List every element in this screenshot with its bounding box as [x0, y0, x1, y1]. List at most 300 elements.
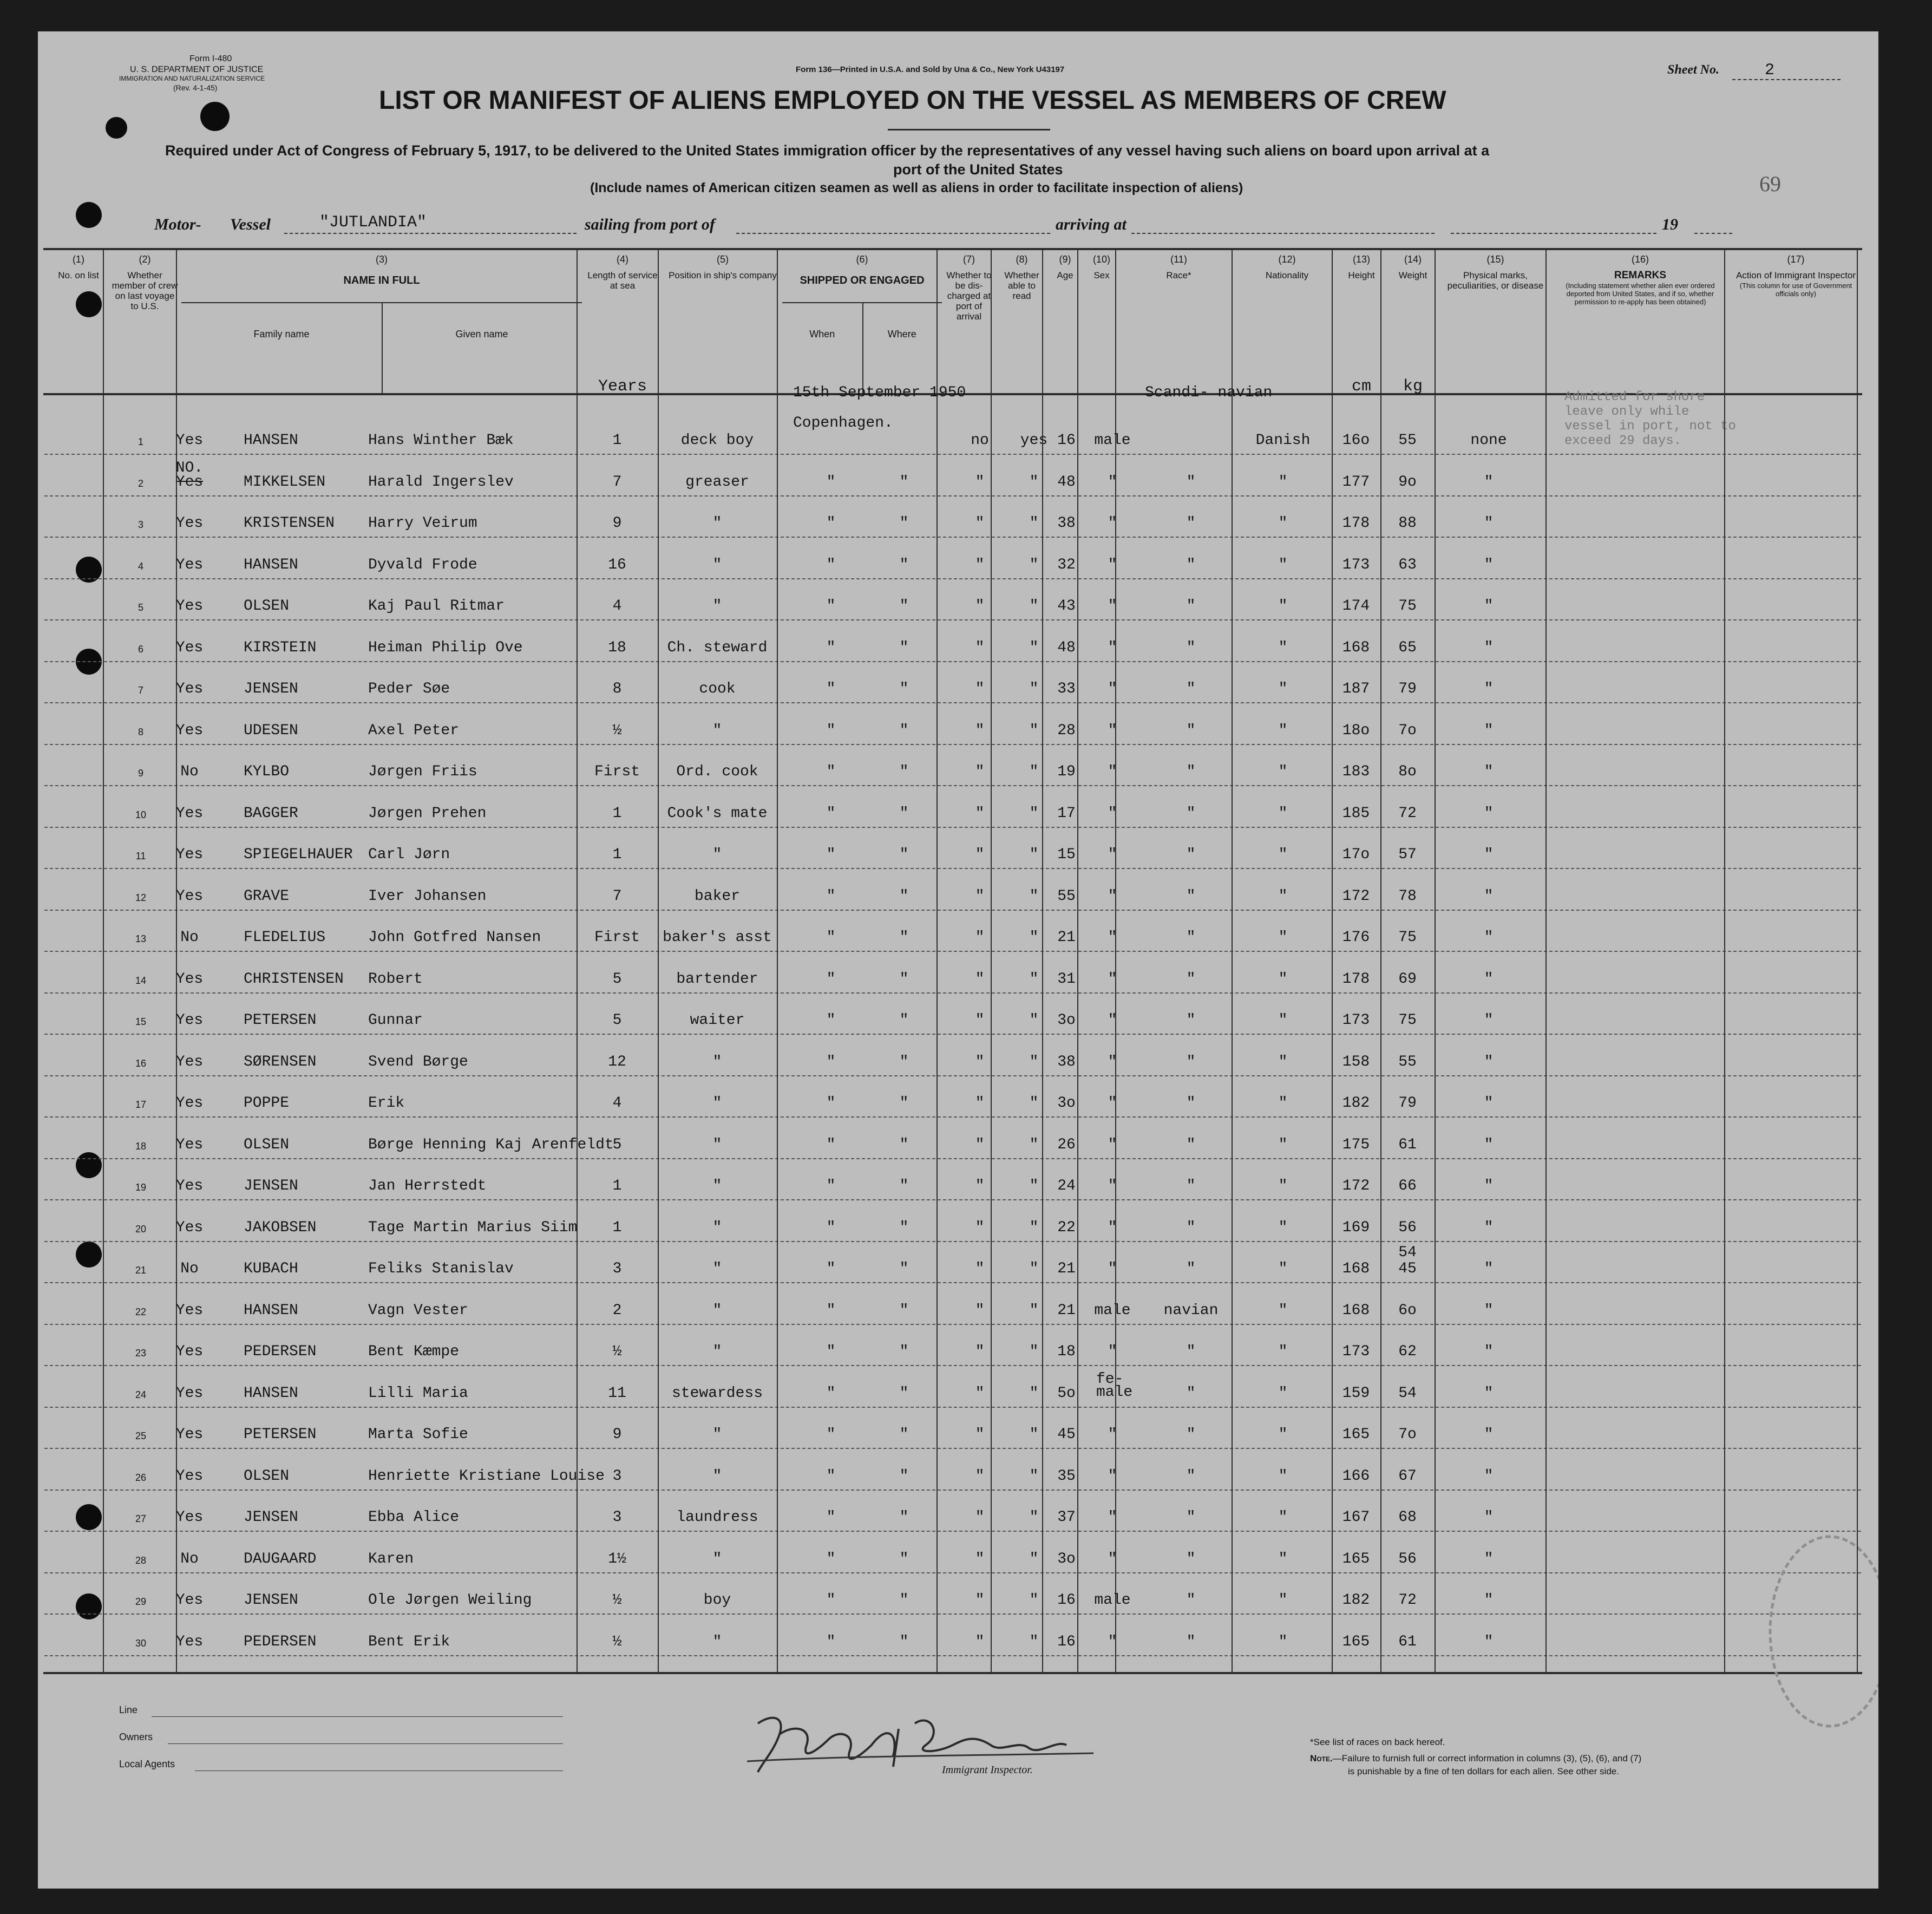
row-position: stewardess: [671, 1384, 763, 1402]
row-race: ": [1186, 929, 1196, 946]
row-when: ": [826, 473, 836, 491]
row-race: ": [1186, 1178, 1196, 1194]
row-height: 173: [1342, 556, 1370, 573]
row-where: ": [899, 556, 909, 573]
given-name: Børge Henning Kaj Arenfeldt: [368, 1136, 614, 1153]
row-rule: [44, 578, 1861, 579]
column-header: [1237, 248, 1337, 394]
column-number: (10): [1092, 254, 1110, 265]
row-number: 22: [135, 1306, 147, 1317]
row-height: 174: [1342, 598, 1370, 615]
row-read: ": [1029, 929, 1039, 946]
row-race: ": [1186, 1550, 1196, 1567]
row-weight: 54: [1398, 1384, 1417, 1402]
row-read: ": [1029, 473, 1039, 491]
row-age: 38: [1057, 515, 1076, 532]
row-height: 182: [1342, 1095, 1370, 1112]
given-name: Henriette Kristiane Louise: [368, 1467, 605, 1485]
row-age: 43: [1057, 598, 1076, 615]
row-where: ": [899, 970, 909, 988]
row-discharge: ": [975, 722, 985, 739]
given-name: Heiman Philip Ove: [368, 639, 523, 656]
row-position: waiter: [690, 1012, 745, 1029]
row-sex: ": [1108, 1012, 1117, 1029]
row-position: Ord. cook: [676, 763, 758, 780]
row-rule: [44, 619, 1861, 620]
remarks-text: Admitted for shore leave only while vessel in port, not to exceed 29 days.: [1564, 390, 1736, 448]
row-position: Ch. steward: [667, 639, 768, 656]
column-number: (6): [856, 254, 868, 265]
row-number: 13: [135, 933, 147, 944]
row-crew: No: [180, 763, 199, 780]
row-number: 6: [137, 643, 144, 655]
row-weight: 63: [1398, 556, 1417, 573]
row-position: bartender: [676, 970, 758, 988]
row-discharge: ": [975, 556, 985, 573]
row-where: ": [899, 1592, 909, 1609]
column-number: (5): [717, 254, 729, 265]
row-discharge: ": [975, 970, 985, 988]
row-number: 28: [135, 1554, 147, 1566]
row-sex: ": [1108, 1095, 1117, 1112]
row-age: 48: [1057, 473, 1076, 491]
row-age: 28: [1057, 722, 1076, 739]
row-position: ": [712, 1550, 722, 1567]
column-label: Whether to be dis-charged at port of arrival: [946, 270, 992, 322]
punch-hole: [200, 102, 230, 131]
row-sex: ": [1108, 639, 1117, 656]
row-service: 3: [612, 1509, 622, 1526]
row-when: ": [826, 515, 836, 532]
row-number: 14: [135, 975, 147, 986]
row-crew: Yes: [175, 805, 204, 822]
row-nationality: ": [1278, 1219, 1288, 1236]
row-crew: Yes: [175, 432, 204, 449]
row-marks: none: [1470, 432, 1507, 449]
row-nationality: ": [1278, 1136, 1288, 1153]
row-number: 9: [137, 768, 144, 779]
row-nationality: ": [1278, 1095, 1288, 1112]
form-number: Form I-480: [189, 54, 232, 63]
row-weight: 55: [1398, 432, 1417, 449]
family-name: KUBACH: [244, 1260, 298, 1277]
column-label: Height: [1348, 270, 1375, 280]
row-race: ": [1186, 722, 1196, 739]
row-number: 4: [137, 560, 144, 572]
row-sex: ": [1108, 722, 1117, 739]
row-where: ": [899, 1509, 909, 1526]
row-service: 18: [608, 639, 626, 656]
row-position: greaser: [685, 473, 749, 491]
column-label: NAME IN FULL: [343, 275, 420, 286]
table-bottom-rule: [43, 1672, 1862, 1674]
row-weight: 75: [1398, 1012, 1417, 1029]
row-rule: [44, 454, 1861, 455]
row-marks: ": [1484, 1012, 1494, 1029]
row-sex: ": [1108, 1178, 1117, 1194]
row-marks: ": [1484, 1053, 1494, 1070]
row-weight: 69: [1398, 970, 1417, 988]
row-rule: [44, 661, 1861, 662]
row-where: ": [899, 1302, 909, 1319]
row-age: 31: [1057, 970, 1076, 988]
given-name: Jørgen Prehen: [368, 805, 487, 822]
row-nationality: ": [1278, 1509, 1288, 1526]
shipped-when: 15th September 1950: [793, 384, 966, 401]
row-marks: ": [1484, 1178, 1494, 1194]
column-header: [1337, 248, 1386, 394]
row-number: 20: [135, 1223, 147, 1234]
row-age: 35: [1057, 1467, 1076, 1485]
row-where: ": [899, 1012, 909, 1029]
row-weight: 65: [1398, 639, 1417, 656]
column-label: Physical marks, peculiarities, or disease: [1447, 270, 1544, 291]
service: IMMIGRATION AND NATURALIZATION SERVICE: [119, 75, 265, 82]
row-nationality: ": [1278, 1467, 1288, 1485]
row-position: ": [712, 1343, 722, 1360]
row-marks: ": [1484, 1467, 1494, 1485]
row-height: 173: [1342, 1343, 1370, 1360]
column-divider: [1232, 248, 1233, 1672]
row-when: ": [826, 1095, 836, 1112]
row-height: 177: [1342, 473, 1370, 491]
row-when: ": [826, 929, 836, 946]
column-number: (15): [1486, 254, 1504, 265]
row-discharge: ": [975, 1509, 985, 1526]
row-height: 16o: [1342, 432, 1370, 449]
row-sex: ": [1108, 763, 1117, 780]
row-number: 18: [135, 1140, 147, 1152]
column-label: Position in ship's company: [669, 270, 777, 280]
row-race: ": [1186, 639, 1196, 656]
row-when: ": [826, 1343, 836, 1360]
given-name: Dyvald Frode: [368, 556, 477, 573]
row-rule: [44, 537, 1861, 538]
punch-hole: [76, 202, 102, 228]
row-position: ": [712, 515, 722, 532]
row-when: ": [826, 1012, 836, 1029]
manifest-sheet: [38, 31, 1878, 1889]
row-where: ": [899, 887, 909, 905]
row-sex: ": [1108, 1426, 1117, 1443]
row-when: ": [826, 1426, 836, 1443]
row-crew: Yes: [175, 722, 204, 739]
row-service: 1: [612, 432, 622, 449]
row-when: ": [826, 1219, 836, 1236]
row-weight: 57: [1398, 846, 1417, 863]
row-service: ½: [612, 1633, 622, 1650]
row-number: 30: [135, 1637, 147, 1649]
owners-field: [168, 1743, 563, 1744]
struck-crew-value: Yes: [175, 473, 204, 491]
row-marks: ": [1484, 887, 1494, 905]
column-number: (12): [1278, 254, 1296, 265]
row-crew: Yes: [175, 1509, 204, 1526]
row-nationality: Danish: [1255, 432, 1311, 449]
row-where: ": [899, 1426, 909, 1443]
given-name: John Gotfred Nansen: [368, 929, 541, 946]
row-crew: Yes: [175, 515, 204, 532]
given-name: Peder Søe: [368, 681, 450, 697]
row-marks: ": [1484, 1509, 1494, 1526]
given-name: Carl Jørn: [368, 846, 450, 863]
subheader-label: Given name: [455, 329, 508, 339]
row-age: 18: [1057, 1343, 1076, 1360]
row-when: ": [826, 763, 836, 780]
row-height: 165: [1342, 1633, 1370, 1650]
row-number: 15: [135, 1016, 147, 1027]
row-number: 19: [135, 1182, 147, 1193]
row-race: ": [1186, 598, 1196, 615]
column-label: Length of service at sea: [587, 270, 658, 291]
column-divider: [1042, 248, 1043, 1672]
row-read: ": [1029, 805, 1039, 822]
given-name: Bent Erik: [368, 1633, 450, 1650]
row-crew: Yes: [175, 598, 204, 615]
family-name: SPIEGELHAUER: [244, 846, 353, 863]
row-marks: ": [1484, 598, 1494, 615]
given-name: Axel Peter: [368, 722, 460, 739]
row-sex: ": [1108, 681, 1117, 697]
row-race: ": [1186, 1343, 1196, 1360]
row-marks: ": [1484, 681, 1494, 697]
row-read: ": [1029, 1592, 1039, 1609]
row-age: 21: [1057, 929, 1076, 946]
subheader-label: Where: [887, 329, 916, 339]
column-divider: [1435, 248, 1436, 1672]
row-rule: [44, 1490, 1861, 1491]
row-number: 24: [135, 1389, 147, 1400]
row-read: ": [1029, 515, 1039, 532]
row-number: 10: [135, 809, 147, 820]
row-service: 9: [612, 1426, 622, 1443]
column-label: Race*: [1166, 270, 1191, 280]
row-crew: Yes: [175, 1426, 204, 1443]
row-height: 169: [1342, 1219, 1370, 1236]
form-title: LIST OR MANIFEST OF ALIENS EMPLOYED ON THE VESSEL AS MEMBERS OF CREW: [379, 86, 1446, 115]
family-name: OLSEN: [244, 1136, 290, 1153]
row-age: 16: [1057, 1592, 1076, 1609]
column-header: [1440, 248, 1551, 394]
family-name: OLSEN: [244, 1467, 290, 1485]
year-label: 19: [1662, 215, 1678, 233]
row-discharge: ": [975, 1302, 985, 1319]
row-rule: [44, 1613, 1861, 1615]
row-sex: ": [1108, 887, 1117, 905]
row-discharge: ": [975, 1219, 985, 1236]
row-read: ": [1029, 1219, 1039, 1236]
given-name: Feliks Stanislav: [368, 1260, 514, 1277]
row-position: ": [712, 1178, 722, 1194]
column-number: (14): [1404, 254, 1422, 265]
row-rule: [44, 1572, 1861, 1573]
subheader-divider: [382, 302, 383, 394]
row-rule: [44, 1241, 1861, 1242]
row-crew: Yes: [175, 681, 204, 697]
row-marks: ": [1484, 639, 1494, 656]
row-where: ": [899, 1136, 909, 1153]
row-sex: fe- male: [1096, 1370, 1133, 1401]
row-nationality: ": [1278, 722, 1288, 739]
row-rule: [44, 1407, 1861, 1408]
row-number: 23: [135, 1348, 147, 1358]
row-nationality: ": [1278, 1592, 1288, 1609]
row-age: 22: [1057, 1219, 1076, 1236]
column-label: Action of Immigrant Inspector: [1735, 270, 1856, 280]
row-discharge: ": [975, 1592, 985, 1609]
row-when: ": [826, 1509, 836, 1526]
arriving-port-line: [1131, 233, 1435, 234]
column-header: [1730, 248, 1862, 394]
row-position: boy: [703, 1592, 731, 1609]
row-rule: [44, 1655, 1861, 1656]
row-where: ": [899, 598, 909, 615]
note-label: Note.: [1310, 1753, 1333, 1763]
row-when: ": [826, 1136, 836, 1153]
row-rule: [44, 1324, 1861, 1325]
row-height: 182: [1342, 1592, 1370, 1609]
family-name: PETERSEN: [244, 1012, 317, 1029]
row-position: ": [712, 1219, 722, 1236]
inspector-signature: [736, 1702, 1115, 1778]
shipped-where: Copenhagen.: [793, 415, 893, 432]
row-service: 8: [612, 681, 622, 697]
family-name: GRAVE: [244, 887, 290, 905]
family-name: POPPE: [244, 1095, 290, 1112]
family-name: HANSEN: [244, 1302, 298, 1319]
family-name: PEDERSEN: [244, 1343, 317, 1360]
row-read: ": [1029, 1343, 1039, 1360]
family-name: FLEDELIUS: [244, 929, 326, 946]
row-service: 3: [612, 1260, 622, 1277]
given-name: Erik: [368, 1095, 405, 1112]
row-service: 4: [612, 1095, 622, 1112]
row-number: 1: [137, 436, 144, 447]
row-where: ": [899, 1550, 909, 1567]
row-service: 7: [612, 887, 622, 905]
row-sex: ": [1108, 1136, 1117, 1153]
row-height: 167: [1342, 1509, 1370, 1526]
row-crew: Yes: [175, 1384, 204, 1402]
given-name: Robert: [368, 970, 423, 988]
row-height: 175: [1342, 1136, 1370, 1153]
row-age: 26: [1057, 1136, 1076, 1153]
row-read: ": [1029, 1178, 1039, 1194]
row-service: ½: [612, 1592, 622, 1609]
row-position: ": [712, 556, 722, 573]
row-discharge: ": [975, 1012, 985, 1029]
row-race: ": [1186, 805, 1196, 822]
row-number: 7: [137, 685, 144, 696]
row-sex: ": [1108, 1467, 1117, 1485]
row-read: ": [1029, 1095, 1039, 1112]
row-read: ": [1029, 846, 1039, 863]
motor-label: Motor-: [154, 215, 201, 233]
column-header: [181, 248, 582, 394]
subtitle-line3: (Include names of American citizen seamen as well as aliens in order to facilitate inspection of aliens): [590, 180, 1243, 195]
row-height: 183: [1342, 763, 1370, 780]
row-discharge: ": [975, 473, 985, 491]
row-sex: ": [1108, 1053, 1117, 1070]
row-weight: 78: [1398, 887, 1417, 905]
printer-note: Form 136—Printed in U.S.A. and Sold by Una & Co., New York U43197: [796, 65, 1065, 74]
row-discharge: ": [975, 515, 985, 532]
row-number: 21: [135, 1265, 147, 1276]
row-height: 158: [1342, 1053, 1370, 1070]
row-rule: [44, 1116, 1861, 1118]
revision: (Rev. 4-1-45): [173, 83, 218, 92]
subtitle-line2: port of the United States: [893, 161, 1063, 178]
agents-label: Local Agents: [119, 1759, 175, 1769]
row-nationality: ": [1278, 556, 1288, 573]
row-race: ": [1186, 1012, 1196, 1029]
column-divider: [1545, 248, 1547, 1672]
row-age: 16: [1057, 1633, 1076, 1650]
row-read: ": [1029, 722, 1039, 739]
row-crew: NO.: [175, 459, 204, 476]
row-read: ": [1029, 970, 1039, 988]
column-divider: [658, 248, 659, 1672]
given-name: Harald Ingerslev: [368, 473, 514, 491]
row-race: ": [1186, 1467, 1196, 1485]
row-discharge: ": [975, 681, 985, 697]
row-position: ": [712, 1053, 722, 1070]
row-weight: 56: [1398, 1219, 1417, 1236]
row-sex: ": [1108, 515, 1117, 532]
row-nationality: ": [1278, 1260, 1288, 1277]
row-nationality: ": [1278, 681, 1288, 697]
row-marks: ": [1484, 1136, 1494, 1153]
row-sex: ": [1108, 598, 1117, 615]
row-when: ": [826, 598, 836, 615]
row-number: 5: [137, 602, 144, 613]
row-discharge: ": [975, 1550, 985, 1567]
row-position: ": [712, 1467, 722, 1485]
sheet-no-line: [1732, 79, 1841, 80]
row-sex: male: [1094, 1592, 1131, 1609]
row-weight: 72: [1398, 805, 1417, 822]
row-nationality: ": [1278, 887, 1288, 905]
given-name: Tage Martin Marius Siim: [368, 1219, 578, 1236]
column-header: [582, 248, 663, 394]
row-read: ": [1029, 1012, 1039, 1029]
row-position: ": [712, 1136, 722, 1153]
row-weight: 8o: [1398, 763, 1417, 780]
row-height: 17o: [1342, 846, 1370, 863]
column-label: Weight: [1398, 270, 1427, 280]
row-sex: male: [1094, 1302, 1131, 1319]
row-position: ": [712, 1260, 722, 1277]
row-position: ": [712, 722, 722, 739]
row-weight: 72: [1398, 1592, 1417, 1609]
row-read: ": [1029, 1302, 1039, 1319]
row-marks: ": [1484, 1592, 1494, 1609]
sailing-port-line: [736, 233, 1050, 234]
row-read: ": [1029, 598, 1039, 615]
row-rule: [44, 1282, 1861, 1283]
given-name: Lilli Maria: [368, 1384, 468, 1402]
row-crew: Yes: [175, 639, 204, 656]
row-race: ": [1186, 763, 1196, 780]
family-name: PEDERSEN: [244, 1633, 317, 1650]
row-race: ": [1186, 887, 1196, 905]
row-weight: 88: [1398, 515, 1417, 532]
row-service: 5: [612, 1012, 622, 1029]
column-divider: [1380, 248, 1381, 1672]
row-read: ": [1029, 1260, 1039, 1277]
family-name: CHRISTENSEN: [244, 970, 344, 988]
row-when: ": [826, 722, 836, 739]
